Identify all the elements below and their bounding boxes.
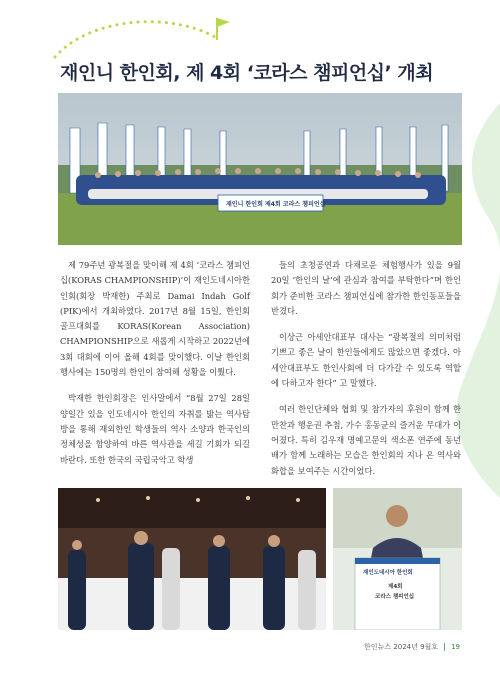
publication-name: 한인뉴스 2024년 9월호 bbox=[364, 643, 439, 651]
article-column-left bbox=[60, 258, 250, 479]
paragraph: 제 79주년 광복절을 맞이해 제 4회 ‘코라스 챔피언십(KORAS CHAMPIONSHIP)’이 재인도네시아한인회(회장 박재한) 주최로 Damai Indah Golf (PIK)에서 개최하였다. 2017년 8월 15일, 한인회 골프대회를 KORAS(Korean Association) CHAMPIONSHIP으로 새롭게 시작하고 2022년에 3회 대회에 이어 올해 4회를 맞이했다. 이날 한인회 행사에는 150명의 한인이 참여해 성황을 이뤘다. bbox=[60, 260, 250, 378]
page-number: 19 bbox=[451, 643, 460, 651]
group-photo bbox=[58, 93, 462, 245]
paragraph: 들의 초청공연과 다채로운 체험행사가 있을 9월 20일 ‘한인의 날’에 관심과 참여를 부탁한다”며 한인회가 준비한 코라스 챔피언십에 참가한 한인동포들을 반겼다. bbox=[271, 260, 461, 316]
event-banner: 재인니 한인회 제4회 코라스 챔피언십 bbox=[226, 201, 326, 208]
speaker-photo bbox=[333, 488, 462, 630]
article-title: 재인니 한인회, 제 4회 ‘코라스 챔피언십’ 개최 bbox=[60, 62, 434, 84]
paragraph: 박재한 한인회장은 인사말에서 “8월 27일 28일 양일간 있을 인도네시아 한인의 자취를 밟는 역사탐방을 통해 재외한인 학생들의 역사 소양과 한국인의 정체성을 함양하여 바른 역사관을 세길 기회가 되길 바란다. 또한 한국의 국립국악고 학생 bbox=[60, 393, 250, 465]
page-footer bbox=[364, 642, 460, 652]
divider bbox=[444, 643, 445, 651]
podium-line1: 제4회 bbox=[388, 584, 403, 590]
podium-org: 재인도네시아 한인회 bbox=[363, 570, 413, 576]
article-column-right bbox=[271, 258, 461, 490]
podium-line2: 코라스 챔피언십 bbox=[375, 594, 415, 600]
paragraph: 여러 한인단체와 협회 및 참가자의 후원이 함께 한 만찬과 행운권 추첨, 가수 홍동균의 즐거운 무대가 이어졌다. 특히 김우재 명예고문의 색소폰 연주에 동년배가 함께 노래하는 모습은 한인회의 지나 온 역사와 화합을 보여주는 시간이었다. bbox=[271, 404, 461, 476]
dinner-photo bbox=[58, 488, 326, 630]
paragraph: 이상근 아세안대표부 대사는 “광복절의 의미처럼 기쁘고 좋은 날이 한인들에게도 많았으면 좋겠다. 아세안대표부도 한인사회에 더 다가갈 수 있도록 역할에 다하고자 한다” 고 말했다. bbox=[271, 332, 461, 389]
